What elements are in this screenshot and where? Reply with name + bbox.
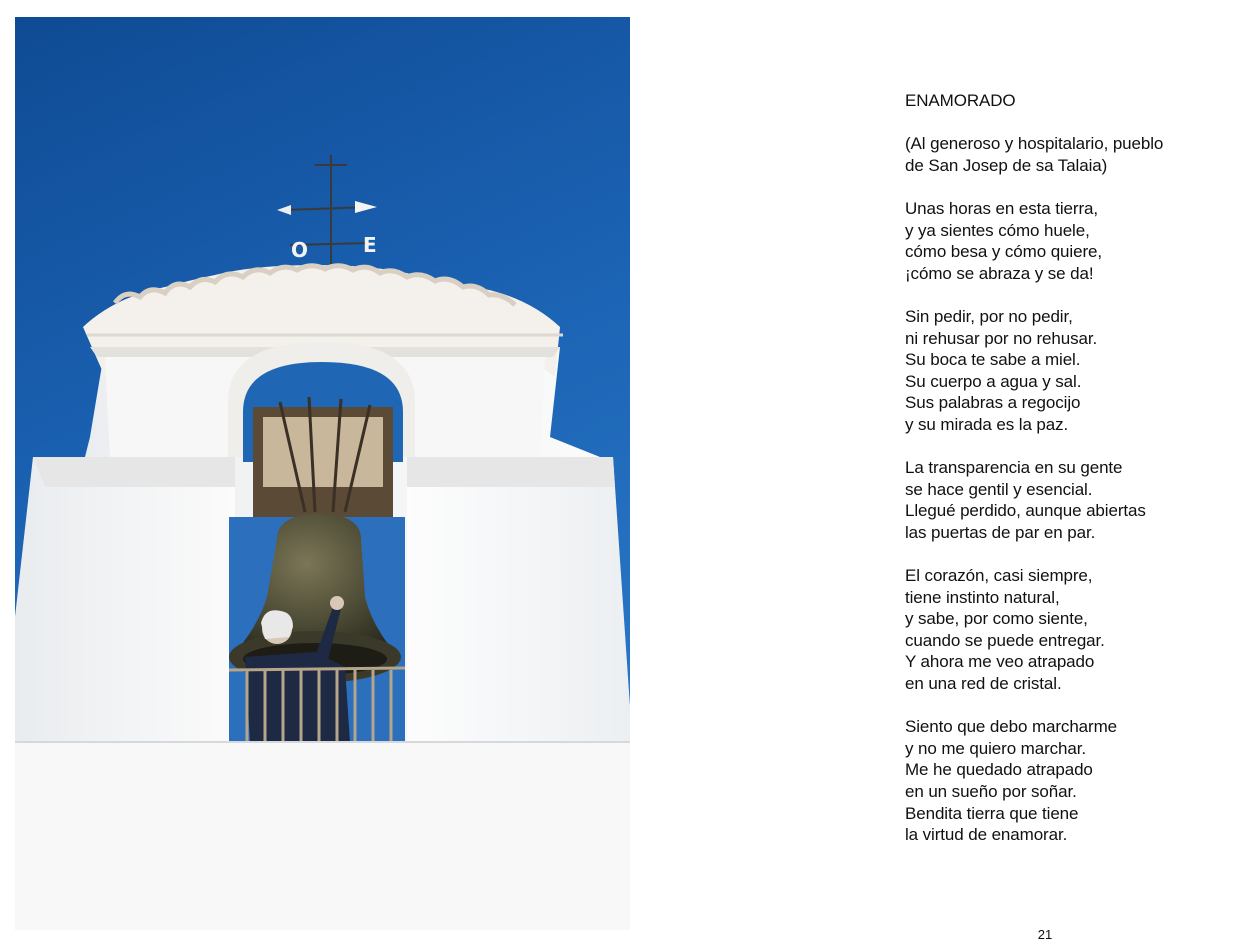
page-number: 21 — [1037, 927, 1053, 942]
verse-line: cuando se puede entregar. — [905, 630, 1105, 650]
stanza-gap — [905, 695, 1225, 717]
verse-line: cómo besa y cómo quiere, — [905, 242, 1102, 262]
bell-tower-photo — [15, 17, 630, 930]
verse-line: ¡cómo se abraza y se da! — [905, 263, 1094, 283]
verse-line: Y ahora me veo atrapado — [905, 652, 1095, 672]
stanza-gap — [905, 284, 1225, 306]
verse-line: Me he quedado atrapado — [905, 760, 1093, 780]
verse-line: se hace gentil y esencial. — [905, 479, 1093, 499]
dedication-line: (Al generoso y hospitalario, pueblo — [905, 134, 1164, 154]
verse-line: y su mirada es la paz. — [905, 414, 1069, 434]
lower-wall — [15, 742, 630, 930]
right-pillar-cap — [407, 457, 615, 487]
vane-letter-west: O — [291, 238, 309, 262]
verse-line: la virtud de enamorar. — [905, 825, 1068, 845]
verse-line: y sabe, por como siente, — [905, 609, 1088, 629]
verse-line: La transparencia en su gente — [905, 458, 1123, 478]
verse-line: las puertas de par en par. — [905, 522, 1096, 542]
dedication-line: de San Josep de sa Talaia) — [905, 155, 1108, 175]
verse-line: Bendita tierra que tiene — [905, 803, 1079, 823]
verse-line: en una red de cristal. — [905, 674, 1062, 694]
verse-line: Su boca te sabe a miel. — [905, 350, 1081, 370]
verse-line: Llegué perdido, aunque abiertas — [905, 501, 1146, 521]
stanza-gap — [905, 543, 1225, 565]
verse-line: tiene instinto natural, — [905, 587, 1060, 607]
vane-letter-east: E — [363, 233, 377, 257]
verse-line: Siento que debo marcharme — [905, 717, 1118, 737]
verse-line: y ya sientes cómo huele, — [905, 220, 1090, 240]
verse-line: ni rehusar por no rehusar. — [905, 328, 1098, 348]
poem-title: ENAMORADO — [905, 91, 1016, 110]
verse-line: Unas horas en esta tierra, — [905, 198, 1098, 218]
left-pillar-cap — [33, 457, 235, 487]
stanza-gap — [905, 176, 1225, 198]
stanza-gap — [905, 112, 1225, 134]
stanza-gap — [905, 436, 1225, 458]
verse-line: El corazón, casi siempre, — [905, 566, 1093, 586]
verse-line: Sin pedir, por no pedir, — [905, 306, 1073, 326]
verse-line: en un sueño por soñar. — [905, 782, 1077, 801]
poem — [905, 90, 1225, 846]
verse-line: Sus palabras a regocijo — [905, 393, 1081, 413]
bell-tower-illustration — [15, 17, 630, 930]
verse-line: y no me quiero marchar. — [905, 738, 1087, 758]
verse-line: Su cuerpo a agua y sal. — [905, 371, 1082, 391]
